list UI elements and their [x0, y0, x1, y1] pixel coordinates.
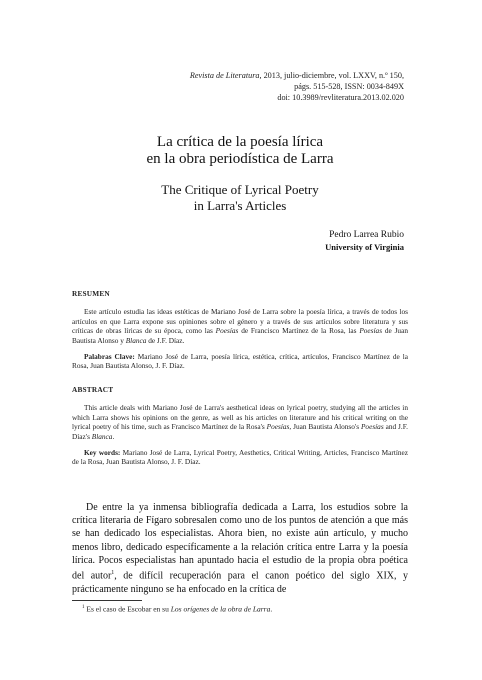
abstract-section [72, 385, 408, 474]
body-text [72, 501, 408, 596]
abstract-heading: ABSTRACT [72, 385, 114, 394]
abstract-text-part: , Juan Bautista Alonso's [289, 422, 361, 432]
resumen-section [72, 289, 408, 378]
resumen-work-title: Blanca [125, 335, 147, 345]
resumen-work-title: Poesías [215, 326, 239, 336]
body-text-part: De entre la ya inmensa bibliografía dedicada a Larra, los estudios sobre la crítica literaria de Fígaro sobresalen como uno de los puntos de atención a que más se han dedicado los especialistas. Ahora bien, no existe aún artículo, y mucho menos libro, dedicado específicamente a la relación crítica entre Larra y la poesía lírica. Pocos especialistas han apuntado hacia el estudio de la propia obra poética del autor [72, 502, 408, 582]
resumen-text-part: de Francisco Martínez de la Rosa, las [238, 326, 360, 336]
resumen-work-title: Poesías [359, 326, 383, 336]
resumen-text [72, 307, 408, 345]
english-title-line-1: The Critique of Lyrical Poetry [161, 182, 319, 197]
resumen-keywords-label: Palabras Clave: [84, 352, 135, 362]
body-text-part: , de difícil recuperación para el canon poético del siglo XIX, y prácticamente ninguno se ha enfocado en la crítica de [72, 570, 409, 595]
resumen-keywords [72, 352, 408, 371]
resumen-text-part: de Juan Bautista Alonso y [72, 326, 408, 345]
author-affiliation: University of Virginia [325, 242, 404, 252]
journal-issue: 2013, julio-diciembre, vol. LXXV, n.º 150, [261, 71, 404, 80]
spanish-title-line-2: en la obra periodística de Larra [146, 151, 334, 167]
footnote-rule [72, 600, 142, 601]
abstract-text-part: and J.F. Díaz's [72, 422, 408, 441]
resumen-text-part: de J.F. Díaz. [146, 335, 185, 345]
resumen-heading: RESUMEN [72, 289, 110, 298]
resumen-text-part: Este artículo estudia las ideas estéticas de Mariano José de Larra sobre la poesía lírica, a través de todos los artículos en que Larra expone sus opiniones sobre el género y a través de sus artículos sobre literatura y sus críticas de obras líricas de su época, como las [72, 307, 408, 336]
abstract-keywords-label: Key words: [84, 448, 121, 458]
footnote-reference: 1 [111, 570, 115, 577]
abstract-keywords-text: Mariano José de Larra, Lyrical Poetry, Aesthetics, Critical Writing, Articles, Francisco Martínez de la Rosa, Juan Bautista Alonso, J. F. Díaz. [72, 448, 409, 467]
spanish-title [90, 134, 390, 168]
journal-pages: págs. 515-528, ISSN: 0034-849X [294, 82, 404, 91]
abstract-work-title: Blanca [91, 431, 113, 441]
english-title-line-2: in Larra's Articles [193, 197, 287, 213]
abstract-text-part: This article deals with Mariano José de Larra's aesthetical ideas on lyrical poetry, studying all the articles in which Larra shows his opinions on the genre, as well as his articles on literature and his critical writing on the lyrical poetry of his time, such as Francisco Martínez de la Rosa's [72, 403, 408, 432]
abstract-keywords [72, 448, 408, 467]
spanish-title-line-1: La crítica de la poesía lírica [156, 134, 324, 150]
journal-citation [104, 70, 404, 81]
journal-name: Revista de Literatura, [189, 71, 262, 80]
footnote-cited-title: Los orígenes de la obra de Larra [170, 604, 271, 614]
abstract-text-part: . [112, 431, 115, 441]
abstract-text [72, 403, 408, 441]
abstract-work-title: Poesías [266, 422, 290, 432]
author-name: Pedro Larrea Rubio [329, 230, 404, 240]
english-title [90, 182, 390, 213]
footnote-text: Es el caso de Escobar en su [84, 604, 171, 614]
footnote [72, 603, 408, 615]
footnote-number: 1 [82, 605, 85, 610]
body-paragraph [72, 501, 408, 596]
journal-doi: doi: 10.3989/revliteratura.2013.02.020 [277, 93, 404, 102]
journal-header [104, 70, 404, 103]
resumen-keywords-text: Mariano José de Larra, poesía lírica, estética, crítica, artículos, Francisco Martínez de la Rosa, Juan Bautista Alonso, J. F. Díaz. [72, 352, 409, 371]
footnote-text-end: . [270, 604, 273, 614]
author-block [325, 229, 404, 253]
abstract-work-title: Poesías [360, 422, 384, 432]
